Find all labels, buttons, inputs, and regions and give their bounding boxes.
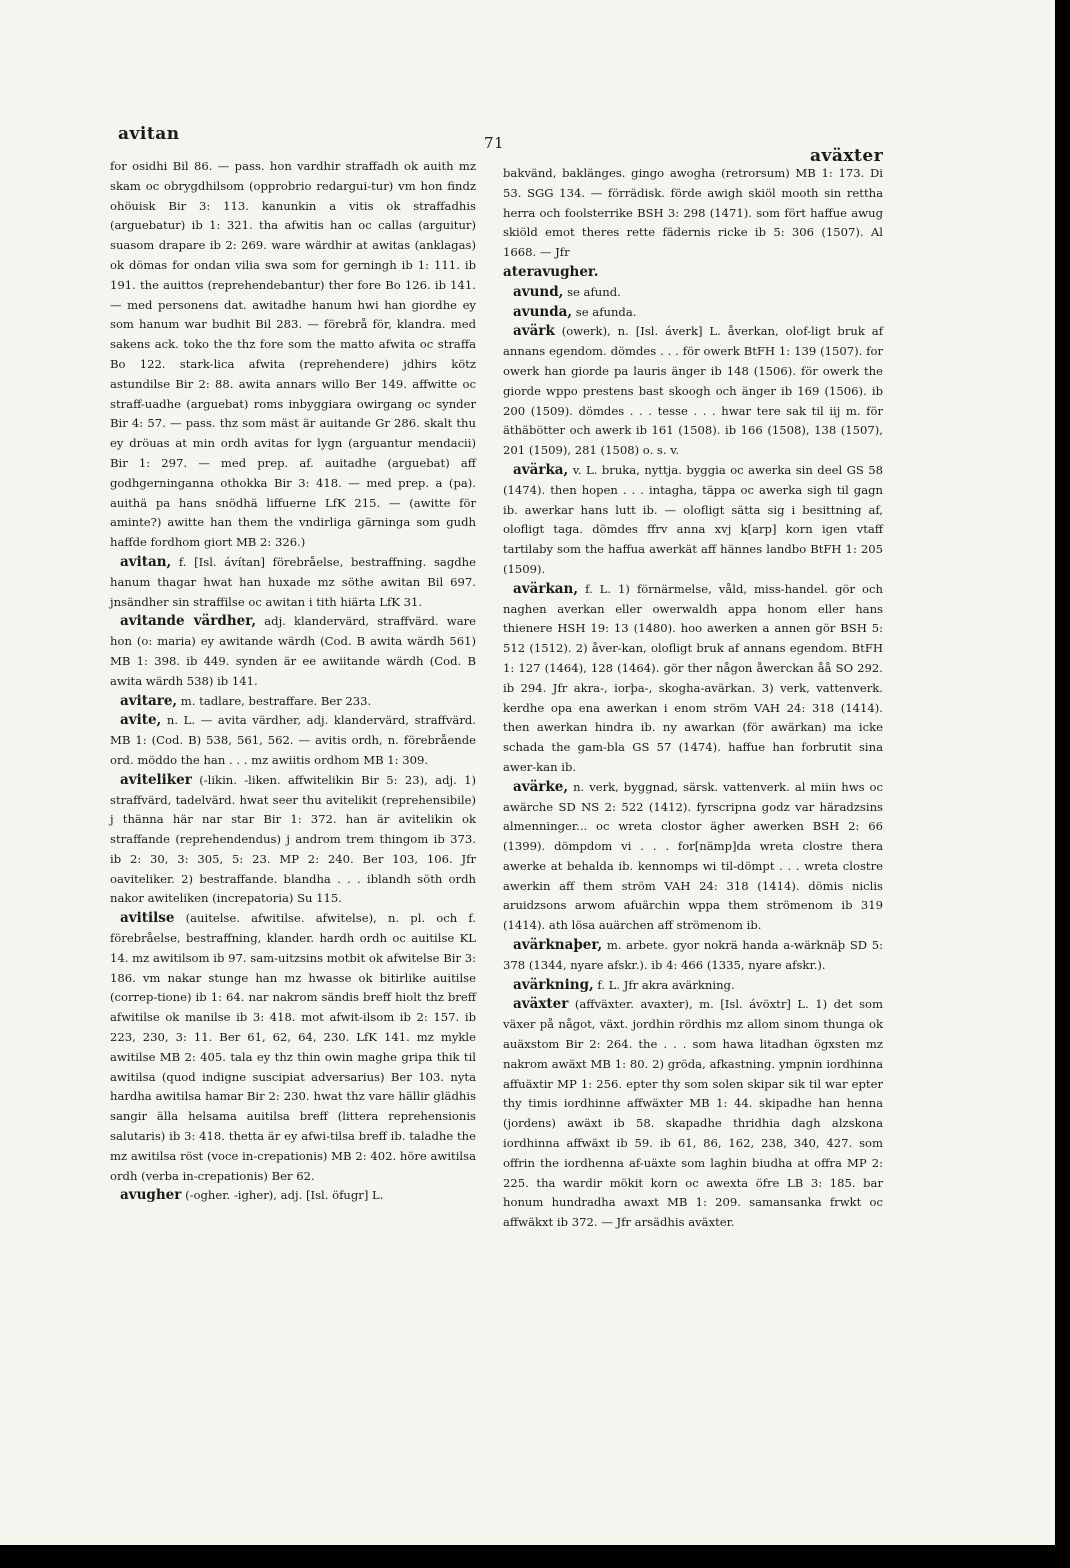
entry-lemma: avärke, bbox=[513, 778, 569, 795]
entry-text: m. tadlare, bestraffare. Ber 233. bbox=[180, 693, 372, 708]
entry bbox=[503, 303, 883, 323]
running-head-left: avitan bbox=[118, 124, 180, 144]
entry-text: n. verk, byggnad, särsk. vattenverk. al miin hws oc awärche SD NS 2: 522 (1412). fyrscripna godz var häradzsins almenninger... oc wreta clostor ägher awerken BSH 2: 66 (1399). dömpdom vi . . . for[nämp]da wreta clostre thera awerke at behalda ib. kennomps wi til-dömpt . . . wreta clostre awerkin aff them ström VAH 24: 318 (1414). dömis niclis aruidzsons arwom afuärchin wppa them strömenom ib 319 (1414). ath lösa auärchen aff strömenom ib. bbox=[503, 779, 884, 933]
entry-lemma: avitan, bbox=[120, 553, 172, 570]
entry bbox=[503, 976, 883, 996]
running-head-right: aväxter bbox=[810, 146, 884, 166]
entry-lemma: aväxter bbox=[513, 996, 569, 1013]
entry-text: (auitelse. afwitilse. afwitelse), n. pl. och f. förebråelse, bestraffning, klander. hardh ordh oc auitilse KL 14. mz awitilsom ib 97. sam-uitzsins motbit ok afwitelse Bir 3: 186. vm nakar stunge han mz hwasse ok bitirlike auitilse (correp-tione) ib 1: 64. nar nakrom sändis breff hiolt thz breff afwitilse ok manilse ib 3: 418. mot afwit-ilsom ib 2: 157. ib 223, 230, 3: 11. Ber 61, 62, 64, 230. LfK 141. mz mykle awitilse MB 2: 405. tala ey thz thin owin maghe gripa thik til awitilsa (quod indigne suscipiat adversarius) Ber 103. nyta hardha awitilsa hamar Bir 2: 230. hwat thz vare hällir glädhis sangir älla helsama auitilsa breff (littera reprehensionis salutaris) ib 3: 418. thetta är ey afwi-tilsa breff ib. taladhe the mz awitilsa röst (voce in-crepationis) MB 2: 402. höre awitilsa ordh (verba in-crepationis) Ber 62. bbox=[110, 911, 476, 1183]
entry-text: f. L. 1) förnärmelse, våld, miss-handel. gör och naghen averkan eller owerwaldh appa honom eller hans thienere HSH 19: 13 (1480). hoo awerken a annen gör BSH 5: 512 (1512). 2) åver-kan, olofligt bruk af annans egendom. BtFH 1: 127 (1464), 128 (1464). gör ther någon åwerckan åå SO 292. ib 294. Jfr akra-, iorþa-, skogha-avärkan. 3) verk, vattenverk. kerdhe opa ena awerkan i enom ström VAH 24: 318 (1414). then awerkan hindra ib. ny awarkan (för awärkan) ma icke schada the gam-bla GS 57 (1474). haffue han forbrutit sina awer-kan ib. bbox=[503, 581, 884, 774]
entry bbox=[503, 322, 883, 461]
entry bbox=[110, 909, 476, 1186]
entry-lemma: avitande värdher, bbox=[120, 613, 257, 630]
entry-lemma: avärk bbox=[513, 323, 555, 340]
entry-continuation bbox=[503, 164, 883, 263]
entry-lemma: avärkan, bbox=[513, 580, 579, 597]
entry bbox=[503, 778, 883, 936]
entry-text: f. L. Jfr akra avärkning. bbox=[597, 977, 735, 992]
entry-lemma: avund, bbox=[513, 283, 564, 300]
entry-text: v. L. bruka, nyttja. byggia oc awerka sin deel GS 58 (1474). then hopen . . . intagha, täppa oc awerka sigh til gagn ib. awerkar hans lutt ib. — olofligt sätta sig i besittning af, olofligt taga. dömdes ffrv anna xvj k[arp] korn igen vtaff tartilaby som the haffua awerkät aff hännes landbo BtFH 1: 205 (1509). bbox=[503, 462, 883, 576]
entry-text: m. arbete. gyor nokrä handa a-wärknäþ SD 5: 378 (1344, nyare afskr.). ib 4: 466 (1335, nyare afskr.). bbox=[503, 938, 883, 972]
entry-crossref bbox=[503, 263, 883, 283]
entry bbox=[503, 995, 883, 1233]
entry bbox=[110, 553, 476, 612]
entry-text: n. L. — avita värdher, adj. klandervärd, straffvärd. MB 1: (Cod. B) 538, 561, 562. — avitis ordh, n. förebrående ord. möddo the han . . . mz awiitis ordhom MB 1: 309. bbox=[110, 713, 476, 767]
entry-text: for osidhi Bil 86. — pass. hon vardhir straffadh ok auith mz skam oc obrygdhilsom (opprobrio redargui-tur) vm hon findz ohöuisk Bir 3: 113. kanunkin a vitis ok straffadhis (arguebatur) ib 1: 321. tha afwitis han oc callas (arguitur) suasom drapare ib 2: 269. ware wärdhir at awitas (anklagas) ok dömas for ondan vilia swa som for gerningh ib 1: 111. ib 191. the auittos (reprehendebantur) ther fore Bo 126. ib 141. — med personens dat. awitadhe hanum hwi han giordhe ey som hanum war budhit Bil 283. — förebrå för, klandra. med sakens ack. toko the thz fore som the matto afwita oc straffa Bo 122. stark-lica afwita (reprehendere) jdhirs kötz astundilse Bir 2: 88. awita annars willo Ber 149. affwitte oc straff-uadhe (arguebat) roms inbyggiara owirgang oc synder Bir 4: 57. — pass. thz som mäst är auitande Gr 286. skalt thu ey dröuas at min ordh avitas for lygn (arguantur mendacii) Bir 1: 297. — med prep. af. auitadhe (arguebat) aff godhgerninganna othokka Bir 3: 418. — med prep. a (pa). auithä pa hans snödhä liffuerne LfK 215. — (awitte för aminte?) awitte han them the vndirliga gärninga som gudh haffde fordhom giort MB 2: 326.) bbox=[110, 159, 476, 550]
entry bbox=[110, 612, 476, 691]
entry bbox=[503, 283, 883, 303]
left-column bbox=[110, 157, 476, 1206]
entry-continuation bbox=[110, 157, 476, 553]
entry-text: (affväxter. avaxter), m. [Isl. ávöxtr] L. 1) det som växer på något, växt. jordhin rördhis mz allom sinom thunga ok auäxstom Bir 2: 264. the . . . som hawa litadhan ögxsten mz nakrom awäxt MB 1: 80. 2) gröda, afkastning. ympnin iordhinna affuäxtir MP 1: 256. epter thy som solen skipar sik til war epter thy timis iordhinne affwäxter MB 1: 44. skipadhe han henna (jordens) awäxt ib 58. skapadhe thridhia dagh alzskona iordhinna affwäxt ib 59. ib 61, 86, 162, 238, 340, 427. som offrin the iordhenna af-uäxte som laghin biudha at offra MP 2: 225. tha wardir mökit korn oc awexta öfre LB 3: 185. bar honum hundradha awaxt MB 1: 209. samansanka frwkt oc affwäkxt ib 372. — Jfr arsädhis aväxter. bbox=[503, 997, 883, 1230]
entry bbox=[110, 771, 476, 910]
page-number: 71 bbox=[484, 134, 505, 152]
entry-text: (-ogher. -igher), adj. [Isl. öfugr] L. bbox=[185, 1188, 384, 1203]
entry-text: (-likin. -liken. affwitelikin Bir 5: 23), adj. 1) straffvärd, tadelvärd. hwat seer thu avitelikit (reprehensibile) j thänna här nar star Bir 1: 372. han är avitelikin ok straffande (reprehendendus) j androm trem thingom ib 373. ib 2: 30, 3: 305, 5: 23. MP 2: 240. Ber 103, 106. Jfr oaviteliker. 2) bestraffande. blandha . . . iblandh söth ordh nakor awiteliken (increpatoria) Su 115. bbox=[110, 772, 476, 906]
entry-lemma: avunda, bbox=[513, 303, 573, 320]
entry-text: se afund. bbox=[567, 284, 621, 299]
entry-lemma: avitare, bbox=[120, 692, 178, 709]
entry bbox=[503, 936, 883, 976]
entry-text: (owerk), n. [Isl. áverk] L. åverkan, olof-ligt bruk af annans egendom. dömdes . . . för owerk BtFH 1: 139 (1507). for owerk han giorde pa lauris änger ib 148 (1506). för owerk the giorde wppo prestens bast skoogh och änger ib 169 (1506). ib 200 (1509). dömdes . . . tesse . . . hwar tere sak til iij m. för äthäbötter och awerk ib 161 (1508). ib 166 (1508), 138 (1507), 201 (1509), 281 (1508) o. s. v. bbox=[503, 324, 883, 458]
entry bbox=[503, 461, 883, 580]
entry-lemma: avugher bbox=[120, 1187, 182, 1204]
entry-lemma: avärkning, bbox=[513, 976, 594, 993]
right-column bbox=[503, 164, 883, 1233]
entry-text: f. [Isl. ávítan] förebråelse, bestraffning. sagdhe hanum thagar hwat han huxade mz söthe awitan Bil 697. jnsändher sin straffilse oc awitan i tith hiärta LfK 31. bbox=[110, 554, 477, 609]
entry bbox=[110, 711, 476, 770]
entry-lemma: avärknaþer, bbox=[513, 937, 603, 954]
entry-text: bakvänd, baklänges. gingo awogha (retrorsum) MB 1: 173. Di 53. SGG 134. — förrädisk. förde awigh skiöl mooth sin rettha herra och foolsterrike BSH 3: 298 (1471). som fört haffue awug skiöld emot theres rette fädernis ricke ib 5: 306 (1507). Al 1668. — Jfr bbox=[503, 166, 883, 260]
entry-lemma: avärka, bbox=[513, 461, 569, 478]
entry-text: se afunda. bbox=[575, 304, 637, 319]
entry-lemma: avite, bbox=[120, 712, 162, 729]
entry bbox=[503, 580, 883, 778]
entry-lemma: aviteliker bbox=[120, 771, 192, 788]
entry-text: adj. klandervärd, straffvärd. ware hon (o: maria) ey awitande wärdh (Cod. B awita wärdh 561) MB 1: 398. ib 449. synden är ee awiitande wärdh (Cod. B awita wärdh 538) ib 141. bbox=[110, 614, 477, 688]
entry-lemma: avitilse bbox=[120, 910, 175, 927]
entry-lemma: ateravugher. bbox=[503, 263, 599, 280]
entry bbox=[110, 692, 476, 712]
entry bbox=[110, 1186, 476, 1206]
